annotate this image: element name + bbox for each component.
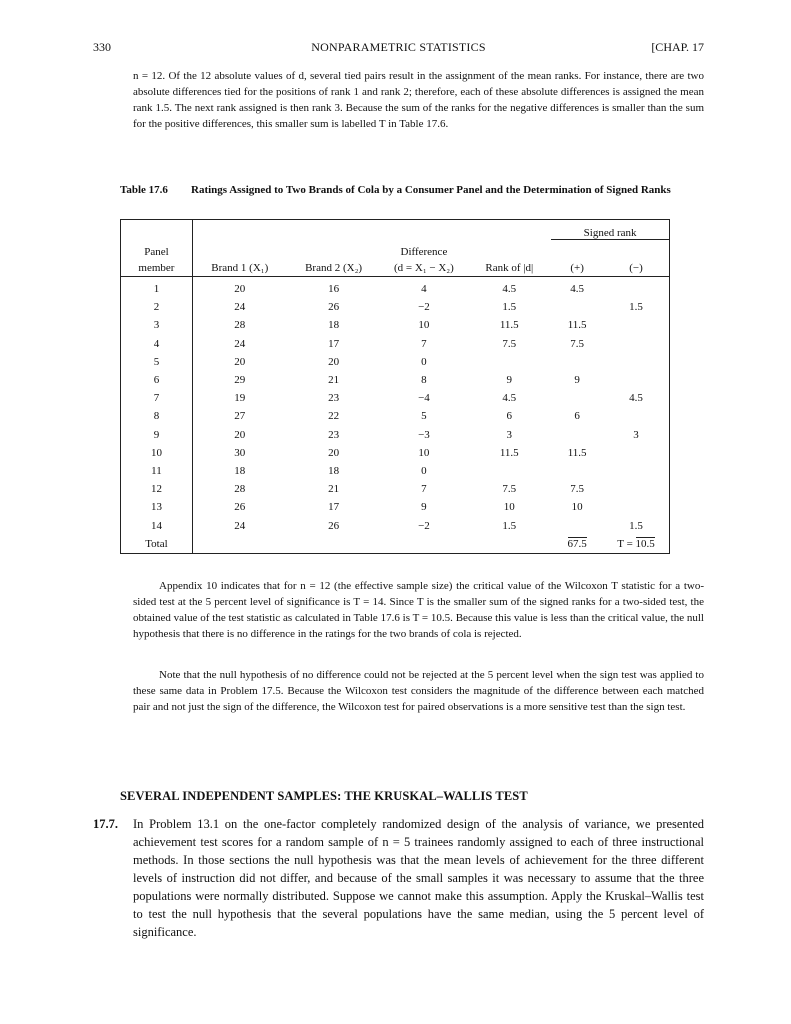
table-row (121, 298, 670, 316)
table-row (121, 462, 670, 480)
cell-brand2: 20 (328, 446, 340, 459)
cell-member: 8 (121, 407, 193, 425)
cell-difference: 9 (421, 501, 427, 514)
cell-minus: 4.5 (629, 392, 643, 405)
cell-plus (551, 516, 603, 534)
cell-plus: 6 (574, 410, 580, 423)
cell-rank: 3 (506, 428, 513, 441)
col-header-brand1: Brand 1 (X₁) (192, 240, 286, 277)
table-row (121, 516, 670, 534)
cell-brand2: 21 (328, 483, 340, 496)
cell-rank: 7.5 (502, 483, 517, 496)
cell-rank: 1.5 (502, 519, 517, 532)
cell-difference: 4 (421, 283, 427, 296)
problem-text: In Problem 13.1 on the one-factor completely randomized design of the analysis of variance, we presented achievement test scores for a random sample of n = 5 trainees randomly assigned to each of three instructional methods. In those sections the null hypothesis was that the mean levels of achievement for the three different levels of instruction did not differ, and because of the small samples it was necessary to assume that the three populations were normally distributed. Suppose we cannot make this assumption. Apply the Kruskal–Wallis test to test the null hypothesis that the several populations have the same median, using the 5 percent level of significance. (133, 817, 704, 939)
cell-brand1: 20 (234, 428, 246, 441)
signed-rank-header: Signed rank (551, 220, 669, 240)
cell-brand2: 26 (328, 519, 340, 532)
cell-minus (603, 480, 669, 498)
col-header-panel-line2: member (138, 262, 175, 274)
cell-member: 2 (121, 298, 193, 316)
total-label: Total (121, 535, 193, 554)
col-header-brand2: Brand 2 (X₂) (287, 240, 381, 277)
table-row (121, 389, 670, 407)
cell-rank: 9 (506, 374, 513, 387)
paragraph-appendix: Appendix 10 indicates that for n = 12 (the effective sample size) the critical value of the Wilcoxon T statistic for a two-sided test at the 5 percent level of significance is T = 14. Since T is the smaller sum of the signed ranks for a two-sided test, the obtained value of the test statistic as calculated in Table 17.6 is T = 10.5. Because this value is less than the critical value, the null hypothesis that there is no difference in the ratings for the two brands of cola is rejected. (133, 580, 704, 640)
cell-rank: 10 (503, 501, 515, 514)
cell-member: 14 (121, 516, 193, 534)
total-minus: 10.5 (635, 537, 655, 550)
table-row (121, 371, 670, 389)
cell-difference: 8 (421, 374, 427, 387)
cell-difference: 5 (421, 410, 427, 423)
table-total-row (121, 535, 670, 554)
cell-brand2: 18 (328, 464, 340, 477)
cell-minus: 1.5 (629, 519, 643, 532)
cell-brand1: 27 (234, 410, 246, 423)
cell-member: 1 (121, 277, 193, 299)
signed-rank-table (120, 219, 670, 554)
running-title: NONPARAMETRIC STATISTICS (311, 40, 486, 54)
cell-plus: 7.5 (570, 337, 584, 350)
cell-minus: 1.5 (629, 301, 643, 314)
cell-brand1: 24 (234, 519, 246, 532)
cell-plus: 11.5 (567, 319, 587, 332)
cell-minus (603, 316, 669, 334)
cell-difference: 10 (418, 446, 430, 459)
col-header-rank-abs: Rank of |d| (467, 240, 551, 277)
cell-brand1: 28 (234, 319, 246, 332)
cell-brand2: 26 (328, 301, 340, 314)
col-header-diff-line2: (d = X₁ − X₂) (394, 262, 454, 274)
table-row (121, 407, 670, 425)
cell-brand2: 17 (328, 337, 340, 350)
cell-plus (551, 298, 603, 316)
table-row (121, 353, 670, 371)
cell-brand2: 23 (328, 392, 340, 405)
total-minus-prefix: T = (617, 537, 636, 550)
table-row (121, 480, 670, 498)
cell-plus (551, 353, 603, 371)
chapter-label: [CHAP. 17 (651, 40, 704, 54)
cell-difference: −3 (418, 428, 430, 441)
cell-minus (603, 498, 669, 516)
cell-minus (603, 353, 669, 371)
cell-plus: 9 (574, 374, 580, 387)
table-row (121, 277, 670, 299)
cell-rank: 11.5 (499, 446, 519, 459)
cell-brand2: 23 (328, 428, 340, 441)
cell-brand1: 20 (234, 355, 246, 368)
table-caption-number: Table 17.6 (120, 184, 168, 196)
table-row (121, 426, 670, 444)
cell-member: 3 (121, 316, 193, 334)
cell-brand2: 22 (328, 410, 340, 423)
col-header-minus: (−) (603, 240, 669, 277)
cell-plus (551, 462, 603, 480)
cell-member: 9 (121, 426, 193, 444)
cell-brand2: 21 (328, 374, 340, 387)
page-header (93, 40, 704, 56)
cell-member: 11 (121, 462, 193, 480)
cell-brand2: 20 (328, 355, 340, 368)
cell-member: 12 (121, 480, 193, 498)
cell-brand1: 20 (234, 283, 246, 296)
cell-plus (551, 426, 603, 444)
cell-brand1: 24 (234, 337, 246, 350)
table-row (121, 316, 670, 334)
cell-difference: −2 (418, 519, 430, 532)
table-row (121, 335, 670, 353)
table-body (121, 277, 670, 554)
cell-rank (467, 462, 551, 480)
col-header-panel-line1: Panel (144, 246, 169, 258)
cell-minus (603, 335, 669, 353)
cell-rank: 11.5 (499, 319, 519, 332)
cell-member: 5 (121, 353, 193, 371)
section-heading: SEVERAL INDEPENDENT SAMPLES: THE KRUSKAL–WALLIS TEST (120, 789, 528, 803)
cell-difference: 0 (421, 355, 427, 368)
cell-minus (603, 462, 669, 480)
cell-member: 13 (121, 498, 193, 516)
cell-member: 4 (121, 335, 193, 353)
intro-paragraph: n = 12. Of the 12 absolute values of d, several tied pairs result in the assignment of the mean ranks. For instance, there are two absolute differences tied for the positions of rank 1 and rank 2; therefore, each of these absolute differences is assigned the mean rank 1.5. The next rank assigned is then rank 3. Because the sum of the ranks for the negative differences is smaller than the sum for the positive differences, this smaller sum is labelled T in Table 17.6. (133, 70, 704, 130)
cell-brand1: 30 (234, 446, 246, 459)
cell-plus: 11.5 (567, 446, 587, 459)
total-minus-cell (603, 535, 669, 554)
cell-brand2: 16 (328, 283, 340, 296)
col-header-panel-member (121, 240, 193, 277)
col-header-plus: (+) (551, 240, 603, 277)
cell-brand1: 19 (234, 392, 246, 405)
cell-brand2: 18 (328, 319, 340, 332)
col-header-difference (380, 240, 467, 277)
cell-brand1: 18 (234, 464, 246, 477)
cell-difference: −2 (418, 301, 430, 314)
cell-difference: 0 (421, 464, 427, 477)
cell-member: 7 (121, 389, 193, 407)
table-row (121, 444, 670, 462)
cell-rank: 7.5 (502, 337, 517, 350)
cell-rank (467, 353, 551, 371)
cell-brand2: 17 (328, 501, 340, 514)
total-plus-cell (551, 535, 603, 554)
cell-rank: 4.5 (502, 392, 517, 405)
col-header-diff-line1: Difference (400, 246, 448, 258)
cell-difference: 10 (418, 319, 430, 332)
cell-brand1: 24 (234, 301, 246, 314)
problem-17-7 (93, 815, 704, 941)
cell-minus: 3 (633, 428, 639, 441)
cell-brand1: 28 (234, 483, 246, 496)
cell-difference: −4 (418, 392, 430, 405)
cell-minus (603, 407, 669, 425)
total-plus: 67.5 (567, 537, 587, 550)
cell-difference: 7 (421, 483, 427, 496)
cell-member: 6 (121, 371, 193, 389)
cell-brand1: 26 (234, 501, 246, 514)
cell-plus: 10 (571, 501, 583, 514)
cell-minus (603, 371, 669, 389)
cell-rank: 4.5 (502, 283, 517, 296)
cell-brand1: 29 (234, 374, 246, 387)
page-number: 330 (93, 40, 111, 54)
cell-plus (551, 389, 603, 407)
cell-difference: 7 (421, 337, 427, 350)
paragraph-note: Note that the null hypothesis of no difference could not be rejected at the 5 percent level when the sign test was applied to these same data in Problem 17.5. Because the Wilcoxon test considers the magnitude of the difference between each matched pair and not just the sign of the difference, the Wilcoxon test for paired observations is a more sensitive test than the sign test. (133, 669, 704, 713)
table-caption-text: Ratings Assigned to Two Brands of Cola by a Consumer Panel and the Determination of Signed Ranks (191, 184, 671, 196)
cell-rank: 1.5 (502, 301, 517, 314)
cell-plus: 7.5 (570, 483, 584, 496)
problem-number: 17.7. (93, 817, 118, 831)
table-row (121, 498, 670, 516)
cell-plus: 4.5 (570, 283, 584, 296)
cell-rank: 6 (506, 410, 513, 423)
cell-member: 10 (121, 444, 193, 462)
cell-minus (603, 444, 669, 462)
cell-minus (603, 277, 669, 299)
